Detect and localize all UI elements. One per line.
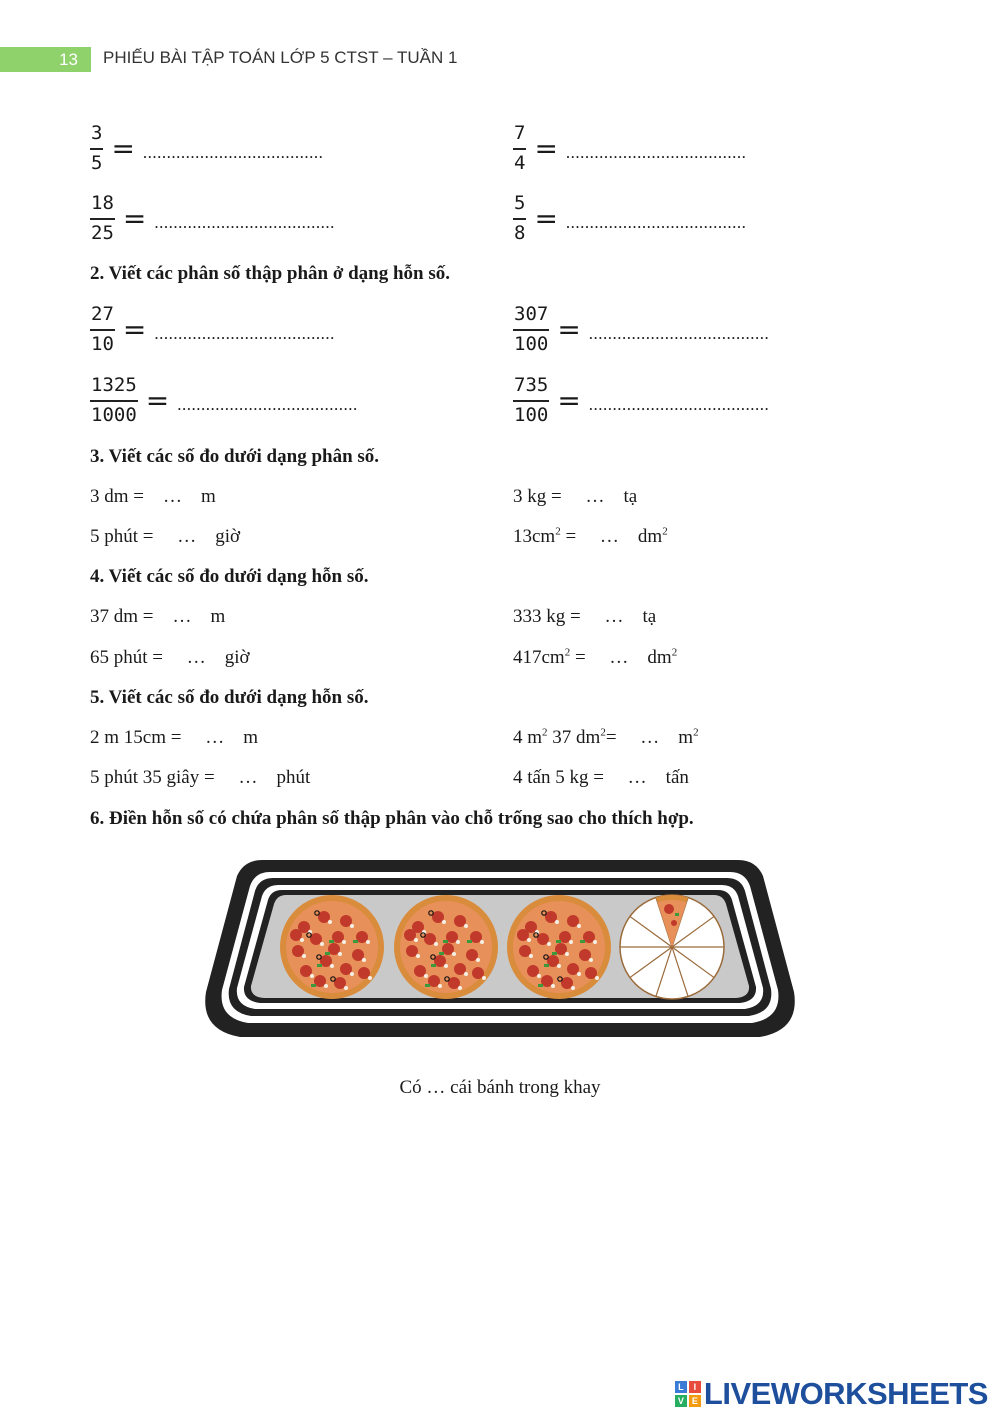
page-number: 13 [59, 50, 78, 69]
section-4-heading: 4. Viết các số đo dưới dạng hỗn số. [90, 566, 369, 587]
equals-sign: = [111, 131, 135, 165]
fraction: $\frac{5}{8}$ [514, 192, 526, 244]
fraction: $\frac{3}{5}$ [91, 122, 103, 174]
exercise-2c [90, 374, 358, 427]
exercise-4a[interactable]: 37 dm = … m [90, 606, 226, 627]
answer-blank[interactable]: ...................................... [565, 212, 747, 232]
whole-pizza [507, 895, 611, 999]
exercise-4c[interactable]: 65 phút = … giờ [90, 647, 250, 668]
exercise-3a[interactable]: 3 dm = … m [90, 486, 216, 507]
fraction: $\frac{307}{100}$ [514, 303, 549, 355]
equals-sign: = [557, 312, 581, 346]
whole-pizza [280, 895, 384, 999]
answer-blank[interactable]: ...................................... [142, 142, 324, 162]
exercise-5d[interactable]: 4 tấn 5 kg = … tấn [513, 767, 689, 788]
logo-text: LIVEWORKSHEETS [703, 1376, 988, 1411]
exercise-1a [90, 122, 323, 175]
section-5-heading: 5. Viết các số đo dưới dạng hỗn số. [90, 687, 369, 708]
equals-sign: = [145, 383, 170, 417]
illustration-caption: Có … cái bánh trong khay [399, 1077, 601, 1098]
equals-sign: = [122, 201, 147, 235]
logo-grid-icon: L I V E [675, 1381, 701, 1407]
whole-pizza [394, 895, 498, 999]
exercise-5b[interactable]: 4 $m^2$ 37 $dm^2=$ … $m^2$ [513, 726, 699, 748]
exercise-4d[interactable]: $417cm^2$ = … $dm^2$ [513, 646, 678, 668]
answer-blank[interactable]: ...................................... [588, 323, 770, 343]
exercise-3b[interactable]: 3 kg = … tạ [513, 486, 638, 507]
equals-sign: = [534, 201, 558, 235]
answer-blank[interactable]: ...................................... [154, 212, 335, 232]
exercise-1d [513, 192, 746, 245]
exercise-3c[interactable]: 5 phút = … giờ [90, 526, 241, 547]
pizza-tray-illustration [200, 852, 800, 1052]
exercise-4b[interactable]: 333 kg = … tạ [513, 606, 657, 627]
fraction: $\frac{27}{10}$ [91, 303, 114, 355]
exercise-1c [90, 192, 335, 245]
exercise-2b [513, 303, 769, 356]
exercise-5a[interactable]: 2 m 15cm = … m [90, 727, 258, 748]
section-3-heading: 3. Viết các số đo dưới dạng phân số. [90, 446, 380, 467]
section-2-heading: 2. Viết các phân số thập phân ở dạng hỗn số. [90, 263, 451, 284]
answer-blank[interactable]: ...................................... [588, 394, 770, 414]
exercise-2d [513, 374, 769, 427]
section-6-heading: 6. Điền hỗn số có chứa phân số thập phân vào chỗ trống sao cho thích hợp. [90, 808, 694, 829]
exercise-5c[interactable]: 5 phút 35 giây = … phút [90, 767, 311, 788]
equals-sign: = [122, 312, 147, 346]
sliced-pizza [620, 895, 724, 999]
fraction: $\frac{735}{100}$ [514, 374, 549, 426]
fraction: $\frac{7}{4}$ [514, 122, 526, 174]
exercise-2a [90, 303, 335, 356]
answer-blank[interactable]: ...................................... [177, 394, 358, 414]
answer-blank[interactable]: ...................................... [154, 323, 335, 343]
fraction: $\frac{1325}{1000}$ [91, 374, 137, 426]
fraction: $\frac{18}{25}$ [91, 192, 114, 244]
liveworksheets-logo [675, 1376, 988, 1412]
answer-blank[interactable]: ...................................... [565, 142, 747, 162]
worksheet-title: PHIẾU BÀI TẬP TOÁN LỚP 5 CTST – TUẦN 1 [103, 48, 458, 67]
equals-sign: = [534, 131, 558, 165]
exercise-3d[interactable]: $13cm^2$ = … $dm^2$ [513, 525, 668, 547]
equals-sign: = [557, 383, 581, 417]
exercise-1b [513, 122, 746, 175]
